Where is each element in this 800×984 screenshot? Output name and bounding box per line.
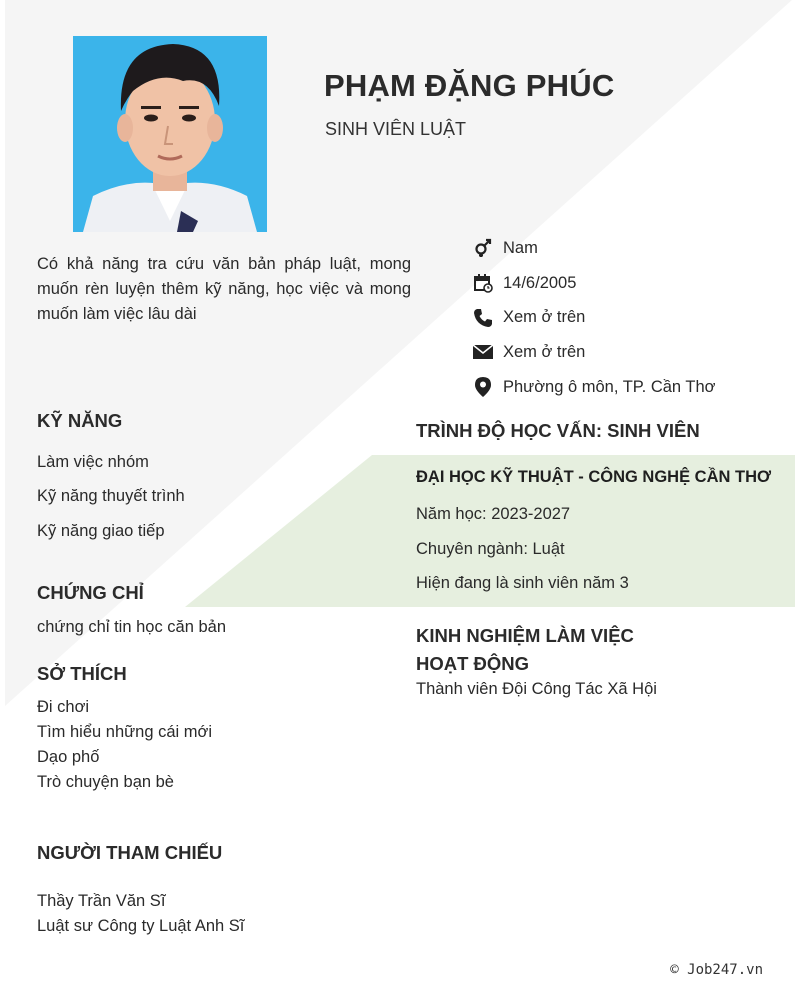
footer-watermark: © Job247.vn bbox=[670, 962, 763, 978]
birthday-value: 14/6/2005 bbox=[503, 273, 577, 292]
reference-item: Luật sư Công ty Luật Anh Sĩ bbox=[37, 917, 245, 935]
activity-item: Thành viên Đội Công Tác Xã Hội bbox=[416, 680, 657, 698]
hobbies-list bbox=[37, 695, 212, 795]
skill-item: Làm việc nhóm bbox=[37, 453, 149, 471]
education-school: ĐẠI HỌC KỸ THUẬT - CÔNG NGHỆ CẦN THƠ bbox=[416, 468, 772, 486]
phone-icon bbox=[472, 307, 494, 329]
gender-icon bbox=[472, 237, 494, 259]
contact-phone bbox=[472, 300, 715, 335]
education-heading: TRÌNH ĐỘ HỌC VẤN: SINH VIÊN bbox=[416, 420, 700, 441]
contact-gender bbox=[472, 231, 715, 266]
hobby-item: Trò chuyện bạn bè bbox=[37, 773, 174, 791]
reference-item: Thầy Trần Văn Sĩ bbox=[37, 892, 166, 910]
experience-heading: KINH NGHIỆM LÀM VIỆC bbox=[416, 625, 634, 646]
phone-value: Xem ở trên bbox=[503, 308, 586, 327]
references-list bbox=[37, 889, 244, 939]
skills-heading: KỸ NĂNG bbox=[37, 410, 123, 431]
avatar bbox=[73, 36, 267, 232]
activities-heading: HOẠT ĐỘNG bbox=[416, 653, 530, 674]
location-icon bbox=[472, 376, 494, 398]
skill-item: Kỹ năng thuyết trình bbox=[37, 487, 185, 505]
contact-email bbox=[472, 335, 715, 370]
hobby-item: Tìm hiểu những cái mới bbox=[37, 723, 213, 741]
certificate-item: chứng chỉ tin học căn bản bbox=[37, 618, 227, 636]
career-summary: Có khả năng tra cứu văn bản pháp luật, mong muốn rèn luyện thêm kỹ năng, học việc và mong muốn làm việc lâu dài bbox=[37, 255, 411, 323]
calendar-icon bbox=[472, 272, 494, 294]
education-years: Năm học: 2023-2027 bbox=[416, 505, 571, 523]
email-icon bbox=[472, 341, 494, 363]
contact-address bbox=[472, 370, 715, 405]
profile-photo bbox=[73, 36, 267, 232]
email-value: Xem ở trên bbox=[503, 342, 586, 361]
education-status: Hiện đang là sinh viên năm 3 bbox=[416, 574, 629, 592]
address-value: Phường ô môn, TP. Cần Thơ bbox=[503, 377, 716, 396]
gender-value: Nam bbox=[503, 238, 538, 257]
references-heading: NGƯỜI THAM CHIẾU bbox=[37, 842, 223, 863]
candidate-title: SINH VIÊN LUẬT bbox=[325, 119, 467, 139]
hobby-item: Dạo phố bbox=[37, 748, 100, 766]
education-major: Chuyên ngành: Luật bbox=[416, 540, 565, 558]
skill-item: Kỹ năng giao tiếp bbox=[37, 522, 165, 540]
candidate-name: PHẠM ĐẶNG PHÚC bbox=[324, 68, 615, 103]
hobbies-heading: SỞ THÍCH bbox=[37, 663, 127, 684]
contact-birthday bbox=[472, 266, 715, 301]
certificates-heading: CHỨNG CHỈ bbox=[37, 582, 144, 603]
contact-info bbox=[472, 231, 715, 404]
hobby-item: Đi chơi bbox=[37, 698, 90, 716]
